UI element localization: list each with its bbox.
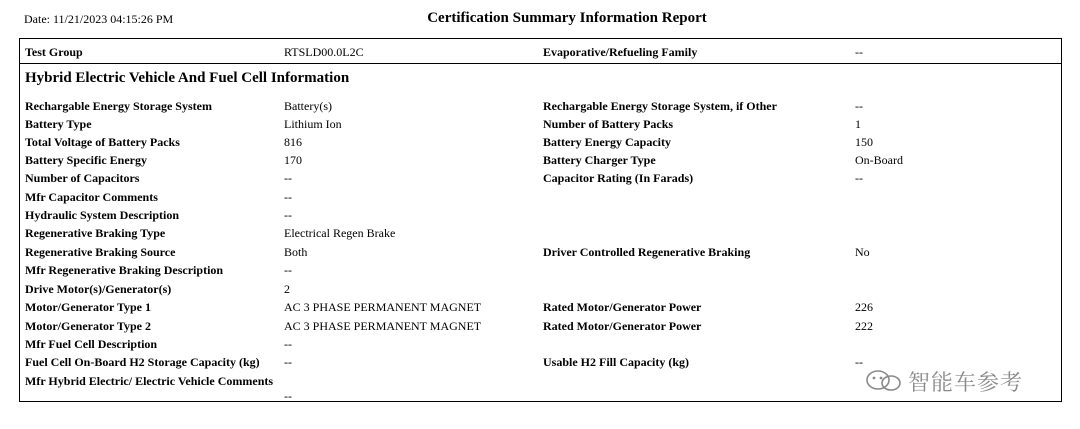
field-value-right: No bbox=[855, 245, 870, 259]
table-row bbox=[20, 226, 1061, 244]
field-label-right: Number of Battery Packs bbox=[543, 117, 674, 131]
report-date: Date: 11/21/2023 04:15:26 PM bbox=[24, 12, 174, 26]
table-row bbox=[20, 319, 1061, 337]
field-value: 816 bbox=[284, 135, 302, 149]
table-row bbox=[20, 208, 1061, 226]
table-row bbox=[20, 374, 1061, 403]
field-label-right: Usable H2 Fill Capacity (kg) bbox=[543, 355, 689, 369]
field-value: AC 3 PHASE PERMANENT MAGNET bbox=[284, 319, 482, 333]
field-value-right: 222 bbox=[855, 319, 873, 333]
field-label-right: Rated Motor/Generator Power bbox=[543, 300, 702, 314]
table-row bbox=[20, 300, 1061, 318]
table-row bbox=[20, 99, 1061, 117]
watermark-text: 智能车参考 bbox=[908, 371, 1024, 396]
test-group-row bbox=[20, 39, 1061, 64]
field-label-right: Battery Energy Capacity bbox=[543, 135, 671, 149]
field-value: 2 bbox=[284, 282, 290, 296]
field-label: Regenerative Braking Type bbox=[25, 226, 166, 240]
field-label-right: Rated Motor/Generator Power bbox=[543, 319, 702, 333]
field-label: Mfr Regenerative Braking Description bbox=[25, 263, 224, 277]
field-value: -- bbox=[284, 190, 292, 204]
field-label: Mfr Fuel Cell Description bbox=[25, 337, 158, 351]
field-value-right: -- bbox=[855, 355, 863, 369]
field-value-right: 150 bbox=[855, 135, 873, 149]
field-value: 170 bbox=[284, 153, 302, 167]
field-label: Drive Motor(s)/Generator(s) bbox=[25, 282, 172, 296]
field-label-right: Capacitor Rating (In Farads) bbox=[543, 171, 694, 185]
table-row bbox=[20, 282, 1061, 300]
field-value: -- bbox=[284, 337, 292, 351]
field-value-right: On-Board bbox=[855, 153, 903, 167]
field-label: Mfr Hybrid Electric/ Electric Vehicle Comments bbox=[25, 374, 274, 388]
test-group-value: RTSLD00.0L2C bbox=[284, 45, 364, 59]
field-label-right: Battery Charger Type bbox=[543, 153, 656, 167]
field-label: Total Voltage of Battery Packs bbox=[25, 135, 180, 149]
field-label: Motor/Generator Type 2 bbox=[25, 319, 151, 333]
report-table bbox=[19, 38, 1062, 402]
table-row bbox=[20, 245, 1061, 263]
field-value: Both bbox=[284, 245, 308, 259]
field-label-right: Rechargable Energy Storage System, if Other bbox=[543, 99, 777, 113]
field-value: -- bbox=[284, 389, 292, 403]
field-value: AC 3 PHASE PERMANENT MAGNET bbox=[284, 300, 482, 314]
field-value: -- bbox=[284, 355, 292, 369]
field-label: Hydraulic System Description bbox=[25, 208, 179, 222]
field-label: Motor/Generator Type 1 bbox=[25, 300, 151, 314]
field-label: Battery Type bbox=[25, 117, 92, 131]
field-label: Rechargable Energy Storage System bbox=[25, 99, 212, 113]
table-row bbox=[20, 190, 1061, 208]
section-title: Hybrid Electric Vehicle And Fuel Cell Information bbox=[25, 70, 350, 86]
field-value-right: -- bbox=[855, 171, 863, 185]
field-value: Lithium Ion bbox=[284, 117, 342, 131]
field-label: Regenerative Braking Source bbox=[25, 245, 176, 259]
field-value: Electrical Regen Brake bbox=[284, 226, 396, 240]
test-group-label: Test Group bbox=[25, 45, 83, 59]
table-row bbox=[20, 135, 1061, 153]
table-row bbox=[20, 153, 1061, 171]
field-value: -- bbox=[284, 171, 292, 185]
field-value: -- bbox=[284, 208, 292, 222]
field-label-right: Driver Controlled Regenerative Braking bbox=[543, 245, 751, 259]
table-row bbox=[20, 263, 1061, 281]
field-label: Fuel Cell On-Board H2 Storage Capacity (kg) bbox=[25, 355, 260, 369]
field-value-right: -- bbox=[855, 99, 863, 113]
field-label: Mfr Capacitor Comments bbox=[25, 190, 158, 204]
field-value-right: 226 bbox=[855, 300, 873, 314]
evap-family-label: Evaporative/Refueling Family bbox=[543, 45, 698, 59]
field-value: -- bbox=[284, 263, 292, 277]
field-label: Battery Specific Energy bbox=[25, 153, 147, 167]
report-title: Certification Summary Information Report bbox=[427, 10, 707, 26]
table-row bbox=[20, 171, 1061, 189]
field-value: Battery(s) bbox=[284, 99, 332, 113]
evap-family-value: -- bbox=[855, 45, 863, 59]
field-value-right: 1 bbox=[855, 117, 861, 131]
wechat-icon bbox=[864, 368, 904, 392]
field-label: Number of Capacitors bbox=[25, 171, 140, 185]
table-row bbox=[20, 117, 1061, 135]
table-row bbox=[20, 337, 1061, 355]
table-row bbox=[20, 355, 1061, 373]
